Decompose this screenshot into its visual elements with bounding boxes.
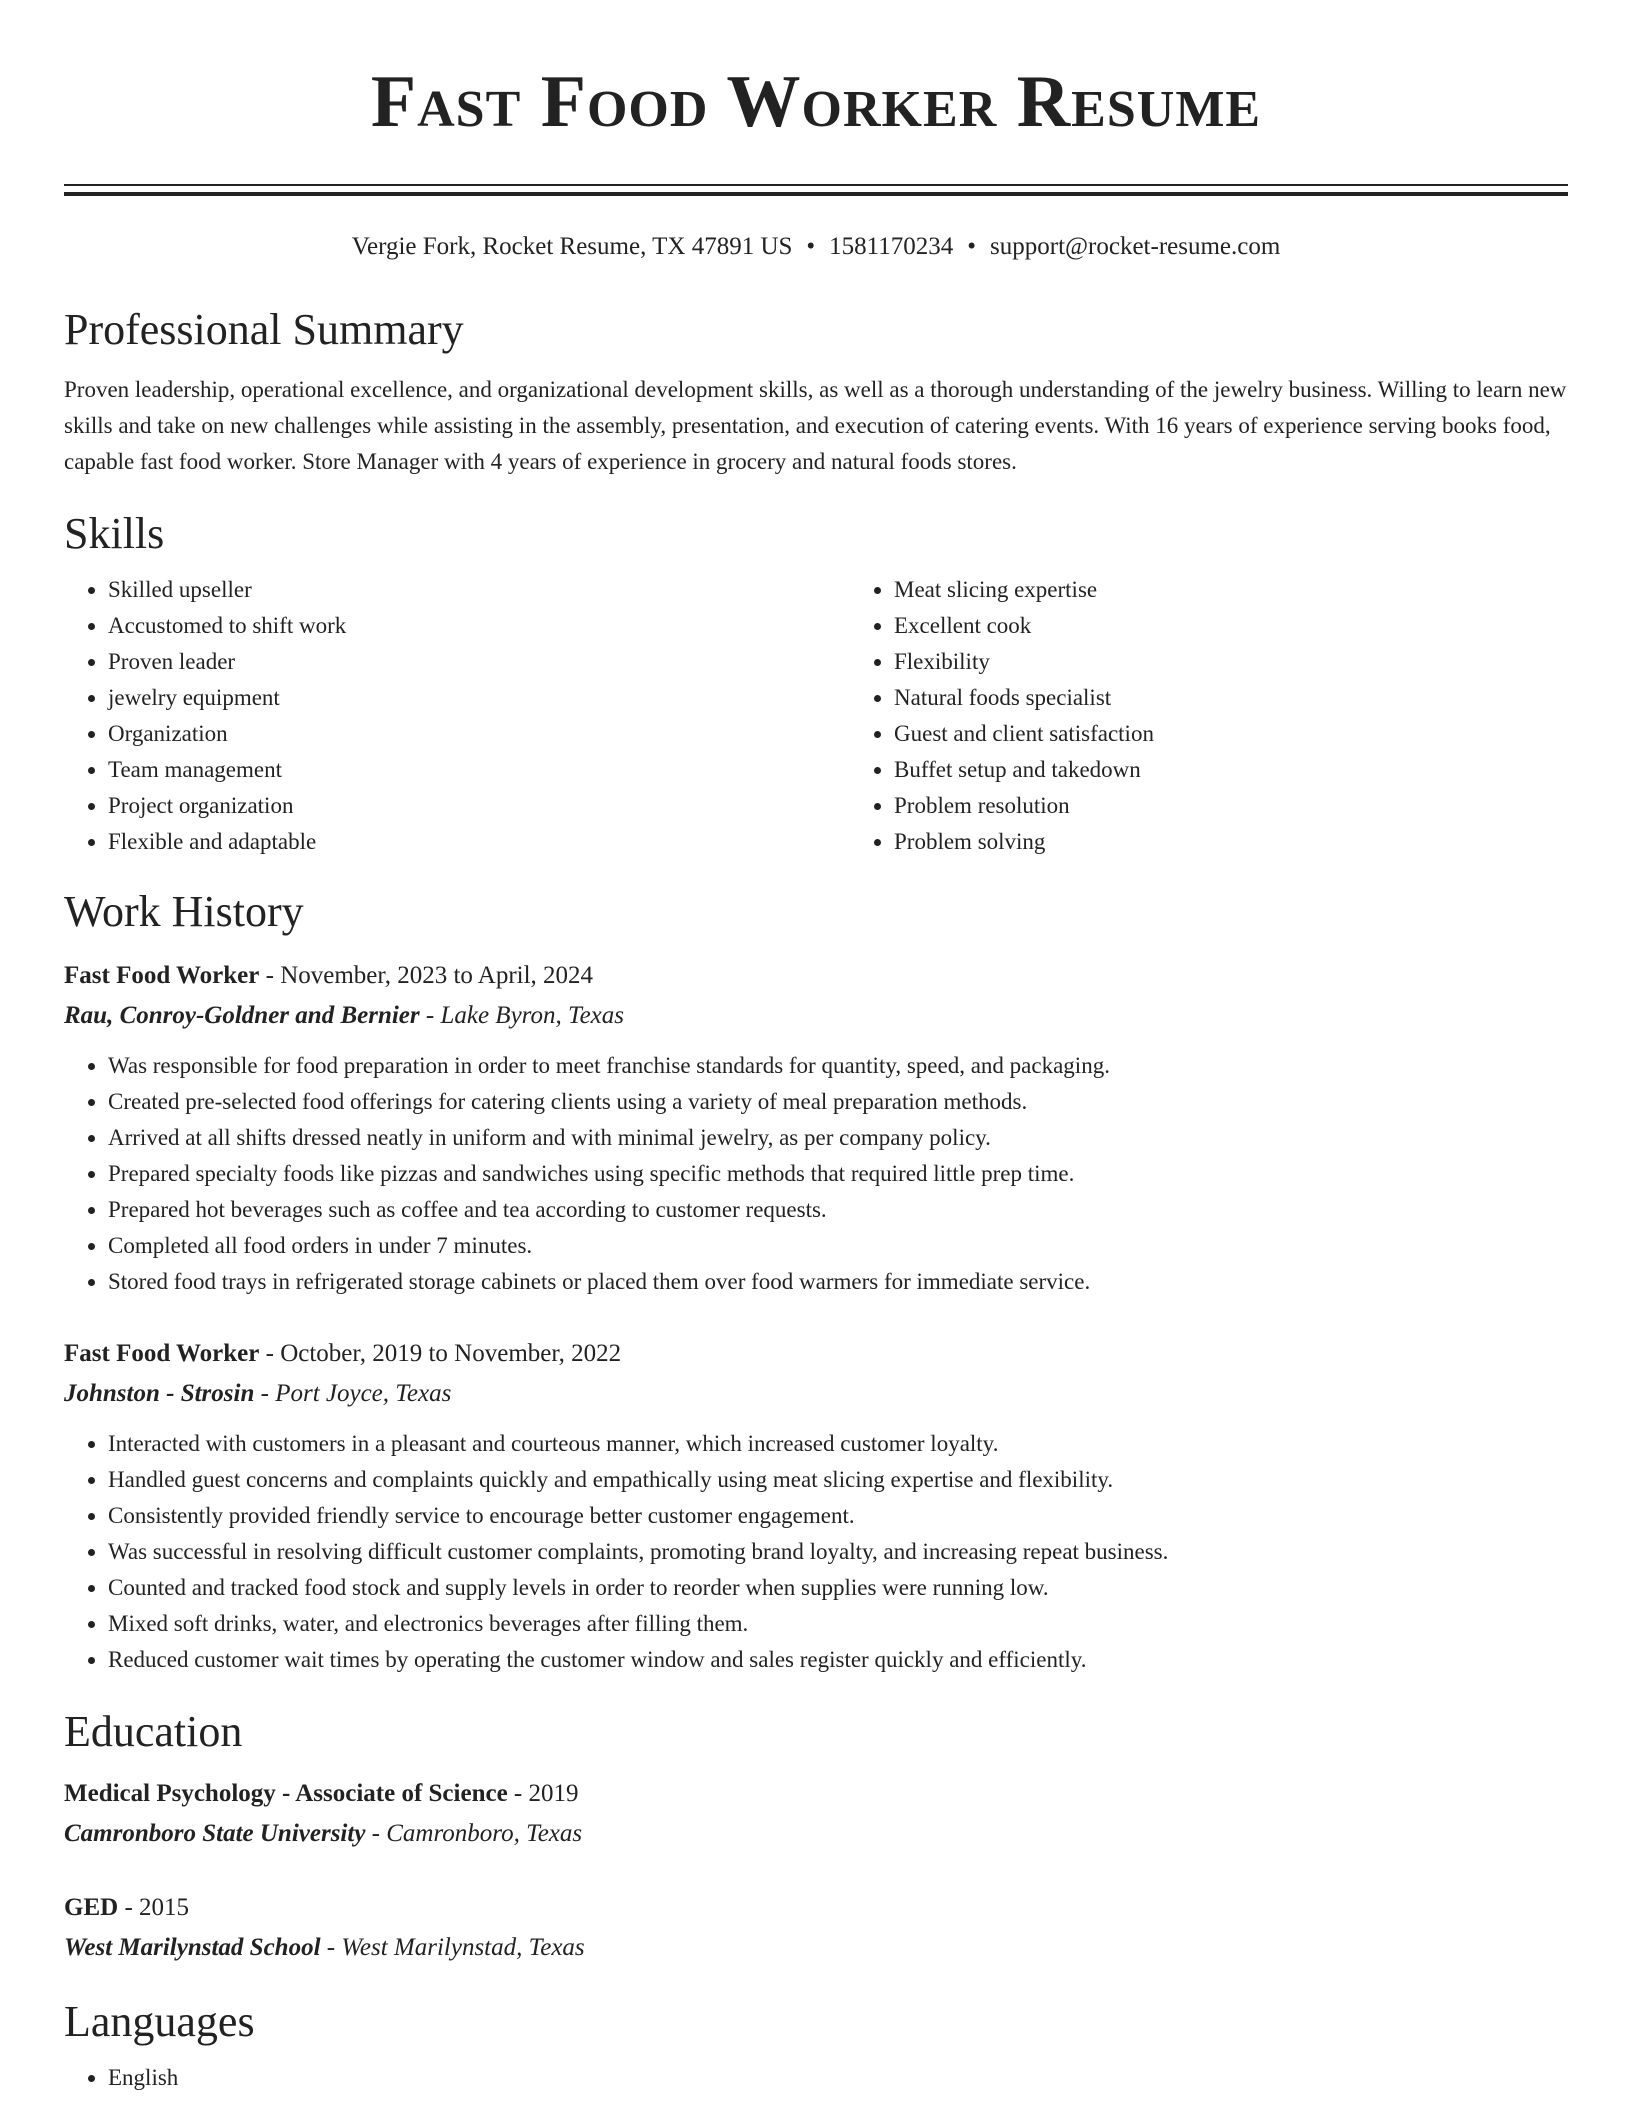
job-company: Rau, Conroy-Goldner and Bernier: [64, 1002, 420, 1029]
title-rule-thin: [64, 184, 1568, 186]
job-entry: [64, 1334, 1568, 1678]
languages-section: [64, 1996, 1568, 2096]
section-heading: Education: [64, 1707, 243, 1756]
skill-item: • Project organization: [108, 788, 850, 824]
job-company: Johnston - Strosin: [64, 1380, 255, 1407]
job-company-line: [64, 1374, 1568, 1414]
skills-section: [64, 508, 1568, 860]
job-title-line: [64, 956, 1568, 996]
languages-list: [64, 2060, 1568, 2096]
education-section: [64, 1706, 1568, 1968]
education-school: West Marilynstad School: [64, 1934, 321, 1961]
skills-list-left: [64, 572, 850, 860]
job-bullet: • Handled guest concerns and complaints quickly and empathically using meat slicing expertise and flexibility.: [108, 1462, 1568, 1498]
skill-item: • Buffet setup and takedown: [894, 752, 1568, 788]
job-bullet: • Interacted with customers in a pleasant and courteous manner, which increased customer loyalty.: [108, 1426, 1568, 1462]
skill-item: • Guest and client satisfaction: [894, 716, 1568, 752]
skill-item: • jewelry equipment: [108, 680, 850, 716]
contact-line: [64, 230, 1568, 264]
job-bullet: • Counted and tracked food stock and supply levels in order to reorder when supplies were running low.: [108, 1570, 1568, 1606]
education-degree-line: [64, 1774, 1568, 1814]
job-dates: - November, 2023 to April, 2024: [259, 962, 594, 989]
job-bullet: • Consistently provided friendly service to encourage better customer engagement.: [108, 1498, 1568, 1534]
education-year: - 2019: [507, 1780, 579, 1807]
title-rule-thick: [64, 192, 1568, 196]
education-school-line: [64, 1928, 1568, 1968]
skill-item: • Problem resolution: [894, 788, 1568, 824]
skill-item: • Natural foods specialist: [894, 680, 1568, 716]
job-bullet: • Was successful in resolving difficult customer complaints, promoting brand loyalty, and increasing repeat business.: [108, 1534, 1568, 1570]
skills-grid: [64, 572, 1568, 860]
job-company-line: [64, 996, 1568, 1036]
job-location: - Port Joyce, Texas: [254, 1380, 452, 1407]
job-bullet: • Prepared specialty foods like pizzas and sandwiches using specific methods that required little prep time.: [108, 1156, 1568, 1192]
contact-phone: 1581170234: [829, 233, 954, 260]
skill-item: • Team management: [108, 752, 850, 788]
section-heading: Languages: [64, 1997, 255, 2046]
job-bullet: • Prepared hot beverages such as coffee and tea according to customer requests.: [108, 1192, 1568, 1228]
work-history-section: [64, 886, 1568, 1678]
section-heading: Skills: [64, 509, 165, 558]
skill-item: • Organization: [108, 716, 850, 752]
resume-title: Fast Food Worker Resume: [370, 61, 1262, 143]
education-degree: Medical Psychology - Associate of Science: [64, 1780, 508, 1807]
section-heading: Professional Summary: [64, 305, 464, 354]
job-bullet: • Was responsible for food preparation in order to meet franchise standards for quantity, speed, and packaging.: [108, 1048, 1568, 1084]
skill-item: • Flexibility: [894, 644, 1568, 680]
education-location: - West Marilynstad, Texas: [320, 1934, 585, 1961]
section-heading: Work History: [64, 887, 304, 936]
job-location: - Lake Byron, Texas: [419, 1002, 624, 1029]
job-title: Fast Food Worker: [64, 1340, 260, 1367]
job-bullet: • Stored food trays in refrigerated storage cabinets or placed them over food warmers for immediate service.: [108, 1264, 1568, 1300]
summary-section: [64, 304, 1568, 480]
job-bullet: • Arrived at all shifts dressed neatly in uniform and with minimal jewelry, as per company policy.: [108, 1120, 1568, 1156]
job-dates: - October, 2019 to November, 2022: [259, 1340, 622, 1367]
job-entry: [64, 956, 1568, 1300]
job-bullet: • Created pre-selected food offerings for catering clients using a variety of meal preparation methods.: [108, 1084, 1568, 1120]
education-entry: [64, 1888, 1568, 1968]
education-location: - Camronboro, Texas: [365, 1820, 583, 1847]
contact-email: support@rocket-resume.com: [990, 233, 1281, 260]
skill-item: • Flexible and adaptable: [108, 824, 850, 860]
education-degree: GED: [64, 1894, 119, 1921]
contact-address: Vergie Fork, Rocket Resume, TX 47891 US: [351, 233, 793, 260]
language-item: • English: [108, 2060, 1568, 2096]
education-school-line: [64, 1814, 1568, 1854]
skill-item: • Skilled upseller: [108, 572, 850, 608]
education-entry: [64, 1774, 1568, 1854]
job-title-line: [64, 1334, 1568, 1374]
skill-item: • Problem solving: [894, 824, 1568, 860]
education-year: - 2015: [118, 1894, 190, 1921]
job-bullet: • Completed all food orders in under 7 minutes.: [108, 1228, 1568, 1264]
summary-text: Proven leadership, operational excellence, and organizational development skills, as well as a thorough understanding of the jewelry business. Willing to learn new skills and take on new challenges while assisting in the assembly, presentation, and execution of catering events. With 16 years of experience serving books food, capable fast food worker. Store Manager with 4 years of experience in grocery and natural foods stores.: [64, 377, 1567, 474]
education-school: Camronboro State University: [64, 1820, 366, 1847]
job-bullets: [64, 1426, 1568, 1678]
job-bullets: [64, 1048, 1568, 1300]
contact-separator: •: [967, 233, 977, 260]
contact-separator: •: [806, 233, 816, 260]
skill-item: • Excellent cook: [894, 608, 1568, 644]
skill-item: • Proven leader: [108, 644, 850, 680]
job-title: Fast Food Worker: [64, 962, 260, 989]
skill-item: • Accustomed to shift work: [108, 608, 850, 644]
job-bullet: • Reduced customer wait times by operating the customer window and sales register quickly and efficiently.: [108, 1642, 1568, 1678]
education-degree-line: [64, 1888, 1568, 1928]
job-bullet: • Mixed soft drinks, water, and electronics beverages after filling them.: [108, 1606, 1568, 1642]
skills-list-right: [850, 572, 1568, 860]
skill-item: • Meat slicing expertise: [894, 572, 1568, 608]
